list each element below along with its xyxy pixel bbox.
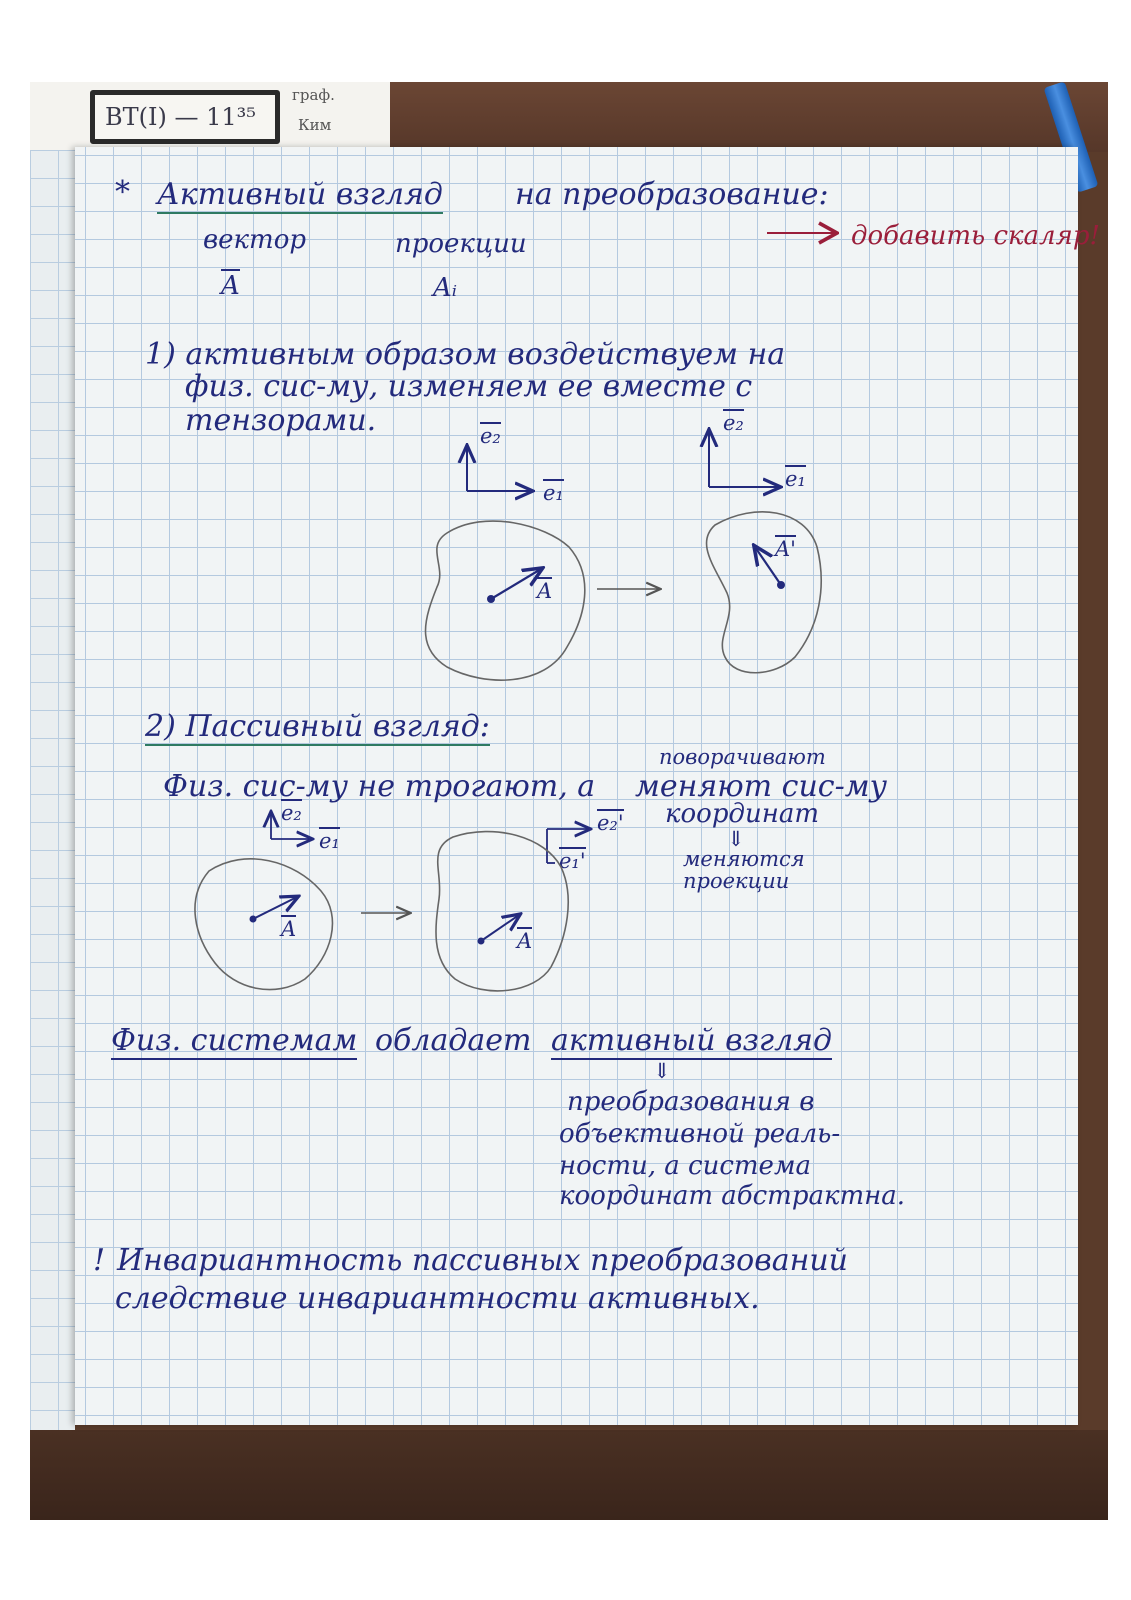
d2-e1-prime: e₁' — [559, 849, 586, 873]
d1-vector-A-arrow — [491, 569, 541, 599]
d2-right-A: A — [517, 929, 533, 953]
coords-arrow: ⇓ — [727, 827, 745, 851]
item2-line1-b: меняют сис-му — [635, 769, 887, 804]
sticky-scrawl-2: Ким — [298, 116, 332, 134]
d1-left-blob — [426, 521, 585, 680]
desk-bottom — [30, 1430, 1108, 1520]
d2-right-A-arrow — [481, 915, 519, 941]
final-line2: следствие инвариантности активных. — [115, 1281, 760, 1316]
conclusion-line2: объективной реаль- — [559, 1119, 841, 1149]
item1-line3: тензорами. — [185, 403, 377, 438]
final-line1: Инвариантность пассивных преобразований — [117, 1243, 848, 1278]
d2-basis — [271, 813, 311, 839]
projections-note: проекции — [683, 869, 790, 893]
final-marker: ! — [93, 1243, 106, 1278]
item1-line1: 1) активным образом воздействуем на — [145, 337, 786, 372]
d1-left-e1: e₁ — [543, 481, 564, 505]
d2-left-A: A — [281, 917, 297, 941]
vector-symbol: A — [221, 271, 240, 301]
d2-e2: e₂ — [281, 801, 302, 825]
item2-line1-a: Физ. сис-му не трогают, а — [163, 769, 596, 804]
sticky-scrawl-1: граф. — [292, 86, 335, 104]
phys-systems: Физ. системам — [111, 1023, 358, 1058]
conclusion-line4: координат абстрактна. — [559, 1181, 906, 1211]
red-note: добавить скаляр! — [851, 221, 1100, 251]
d1-right-e2: e₂ — [723, 411, 744, 435]
d1-left-basis — [467, 447, 531, 491]
d1-right-basis — [709, 431, 779, 487]
notebook-page — [75, 147, 1100, 1425]
label-vector: вектор — [203, 225, 306, 255]
coords-note: координат — [665, 799, 819, 829]
d1-right-e1: e₁ — [785, 467, 806, 491]
label-projections: проекции — [395, 229, 527, 259]
bullet-star: * — [115, 175, 130, 210]
d1-vector-A: A — [537, 579, 553, 603]
title-active-view: Активный взгляд — [157, 177, 443, 212]
possess: обладает — [375, 1023, 532, 1058]
sketches — [75, 147, 1078, 1425]
course-label-box: ВТ(I) — 11³⁵ — [90, 90, 280, 144]
d1-left-e2: e₂ — [480, 424, 501, 448]
d2-right-blob — [436, 832, 568, 991]
item1-line2: физ. сис-му, изменяем ее вместе с — [185, 369, 753, 404]
d2-rotated-basis — [547, 829, 589, 863]
d2-e1: e₁ — [319, 829, 340, 853]
d1-vector-A-prime-arrow — [755, 547, 781, 585]
conclusion-arrow: ⇓ — [653, 1059, 671, 1083]
d1-vector-A-prime: A' — [775, 537, 796, 561]
d2-left-A-arrow — [253, 897, 297, 919]
active-view-conclusion: активный взгляд — [551, 1023, 833, 1058]
left-notebook-page — [30, 150, 75, 1430]
item2-label: 2) Пассивный взгляд: — [145, 709, 490, 744]
changes-note: меняются — [683, 847, 805, 871]
conclusion-line1: преобразования в — [567, 1087, 815, 1117]
title-rest: на преобразование: — [515, 177, 829, 212]
conclusion-line3: ности, а система — [559, 1151, 812, 1181]
d2-e2-prime: e₂' — [597, 811, 624, 835]
rotate-note: поворачивают — [659, 745, 826, 769]
d1-right-blob — [707, 512, 822, 673]
d2-left-blob — [195, 859, 333, 990]
projection-symbol: Aᵢ — [433, 273, 458, 303]
